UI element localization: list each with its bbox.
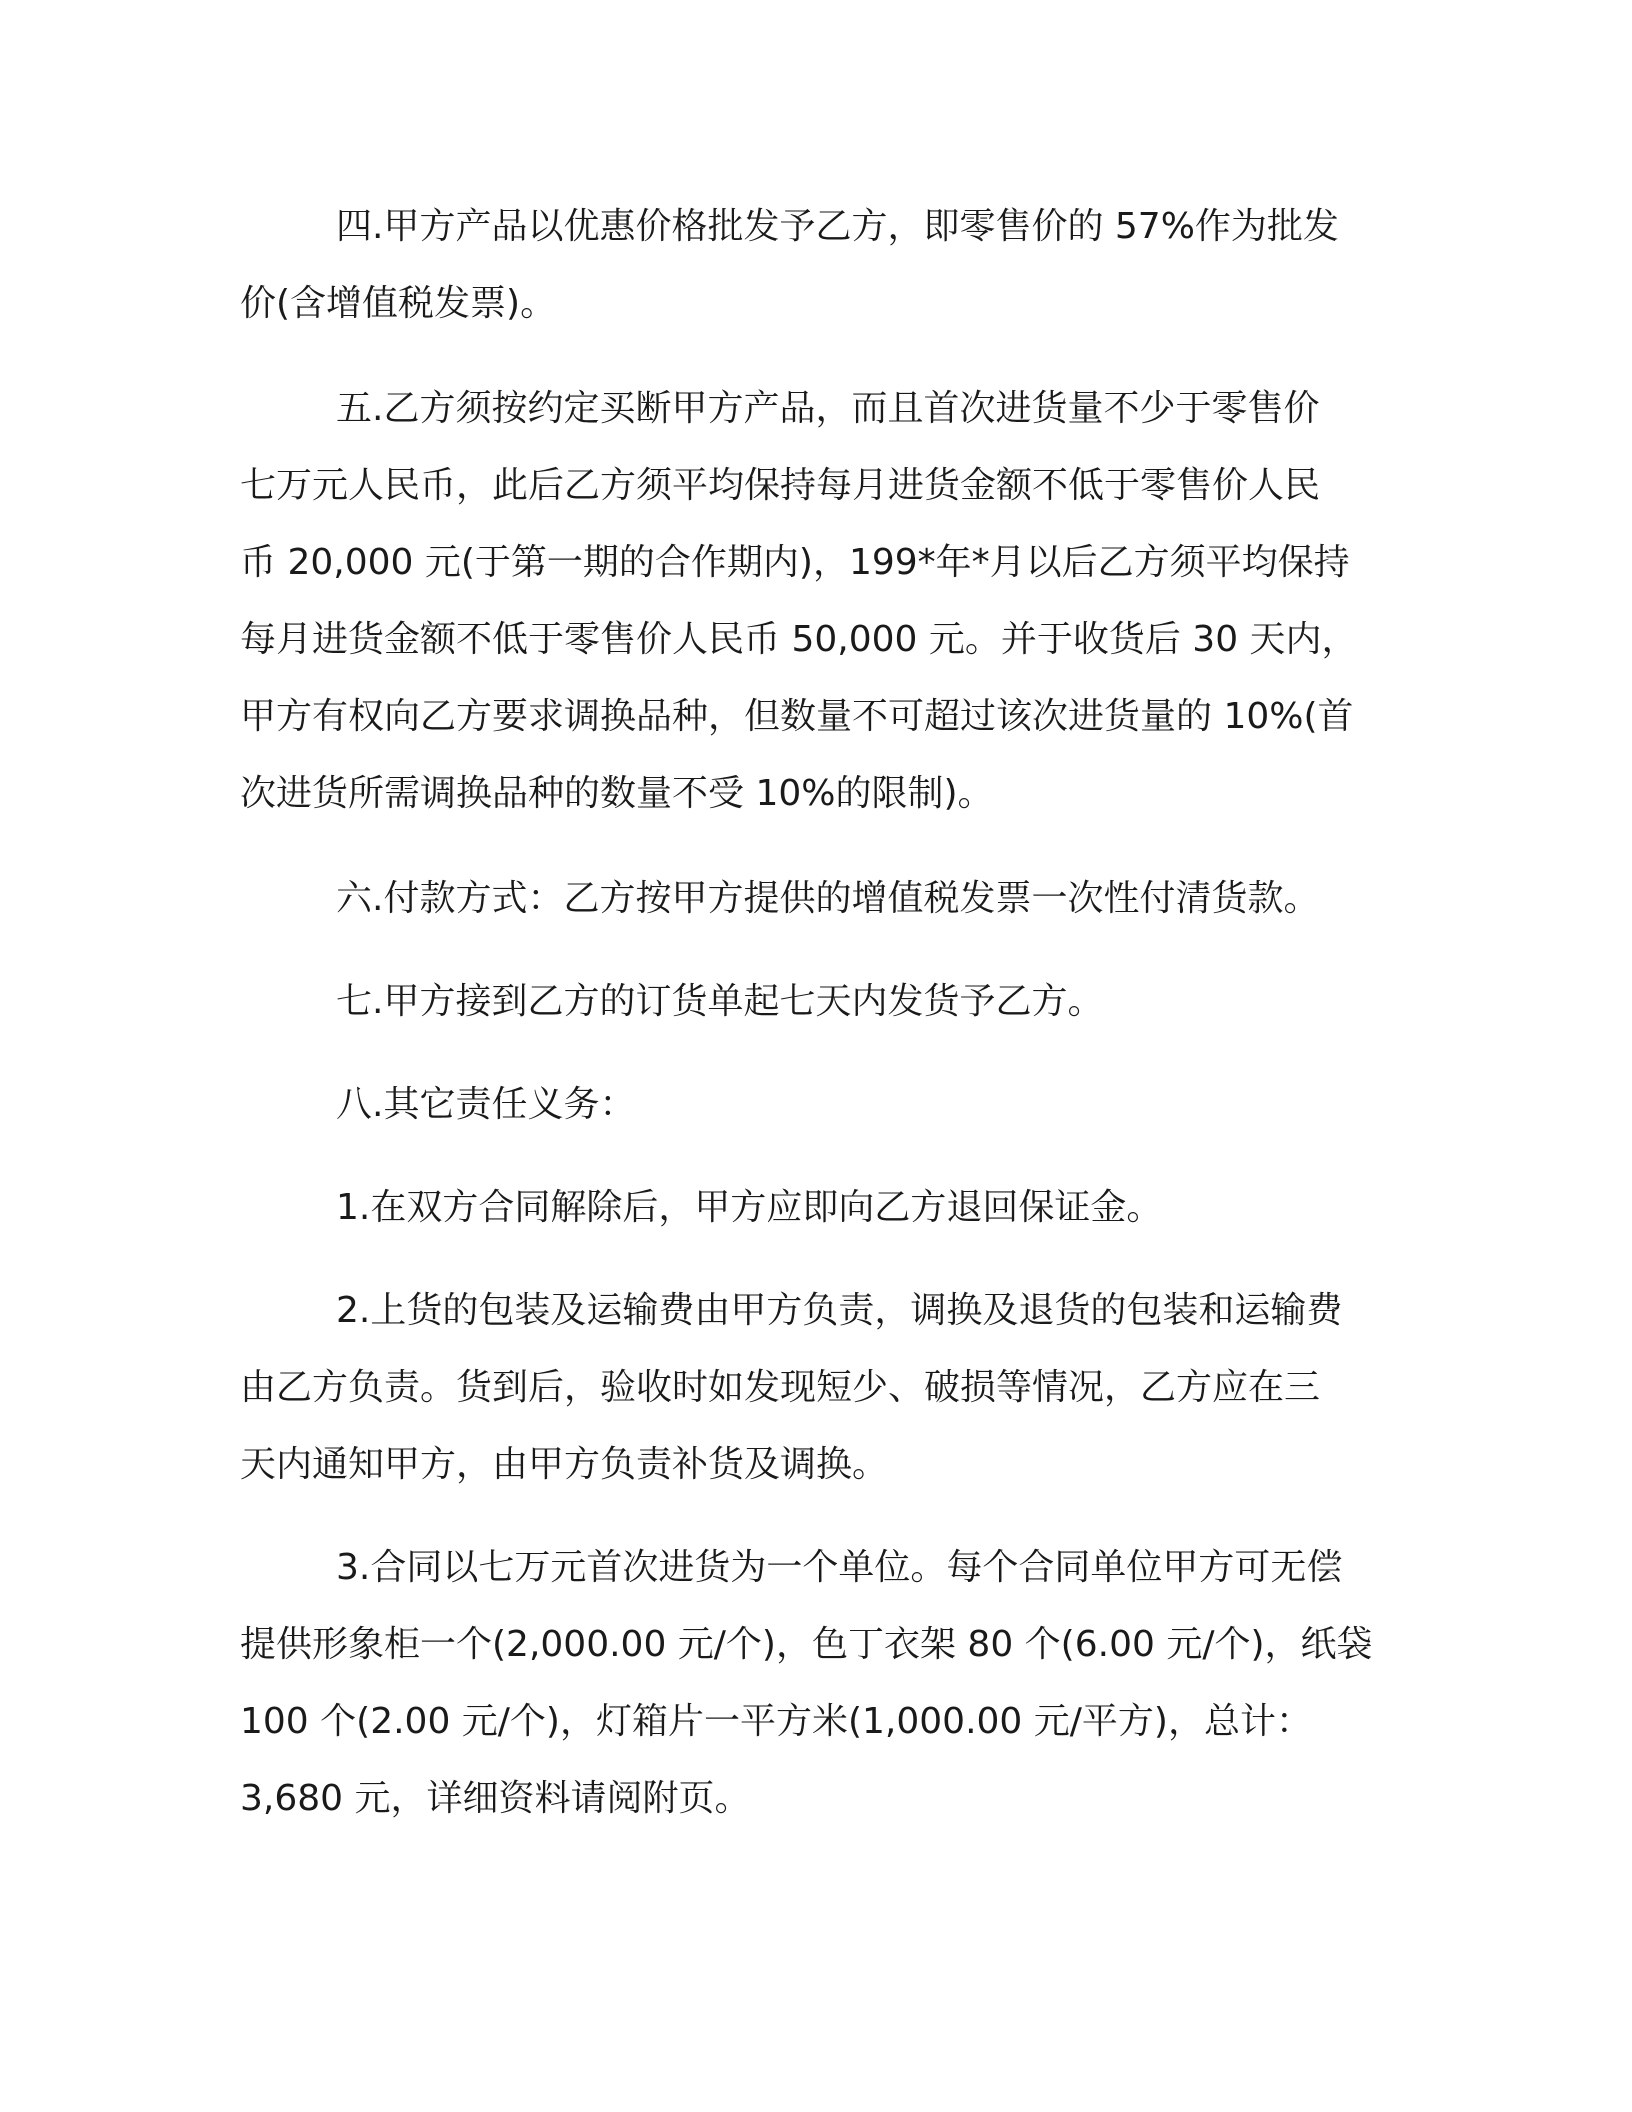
text-line: 六.付款方式：乙方按甲方提供的增值税发票一次性付清货款。 [336,878,1320,919]
clause-4-wholesale-price [240,188,1376,342]
clause-8-other-obligations [240,1066,1376,1143]
text-line: 七.甲方接到乙方的订货单起七天内发货予乙方。 [336,981,1104,1022]
text-line: 2.上货的包装及运输费由甲方负责，调换及退货的包装和运输费 [336,1290,1343,1331]
text-line: 币 20,000 元(于第一期的合作期内)，199*年*月以后乙方须平均保持 [240,542,1350,583]
text-line: 100 个(2.00 元/个)，灯箱片一平方米(1,000.00 元/平方)，总计： [240,1701,1312,1742]
text-line: 1.在双方合同解除后，甲方应即向乙方退回保证金。 [336,1187,1163,1228]
text-line: 价(含增值税发票)。 [240,283,557,324]
sub-clause-3-contract-unit [240,1529,1376,1837]
text-line: 每月进货金额不低于零售价人民币 50,000 元。并于收货后 30 天内， [240,619,1358,660]
text-line: 次进货所需调换品种的数量不受 10%的限制)。 [240,773,994,814]
sub-clause-1-deposit-refund [240,1169,1376,1246]
text-line: 四.甲方产品以优惠价格批发予乙方，即零售价的 57%作为批发 [336,206,1339,247]
text-line: 天内通知甲方，由甲方负责补货及调换。 [240,1444,889,1485]
text-line: 五.乙方须按约定买断甲方产品，而且首次进货量不少于零售价 [336,388,1320,429]
text-line: 甲方有权向乙方要求调换品种，但数量不可超过该次进货量的 10%(首 [240,696,1354,737]
clause-6-payment-method [240,860,1376,937]
text-line: 由乙方负责。货到后，验收时如发现短少、破损等情况，乙方应在三 [240,1367,1321,1408]
sub-clause-2-packaging-shipping [240,1272,1376,1503]
text-line: 七万元人民币，此后乙方须平均保持每月进货金额不低于零售价人民 [240,465,1321,506]
clause-5-purchase-volume [240,370,1376,832]
text-line: 八.其它责任义务： [336,1084,636,1125]
document-body [240,188,1376,1837]
text-line: 提供形象柜一个(2,000.00 元/个)，色丁衣架 80 个(6.00 元/个)，纸袋 [240,1624,1373,1665]
text-line: 3.合同以七万元首次进货为一个单位。每个合同单位甲方可无偿 [336,1547,1343,1588]
clause-7-delivery [240,963,1376,1040]
text-line: 3,680 元，详细资料请阅附页。 [240,1778,751,1819]
